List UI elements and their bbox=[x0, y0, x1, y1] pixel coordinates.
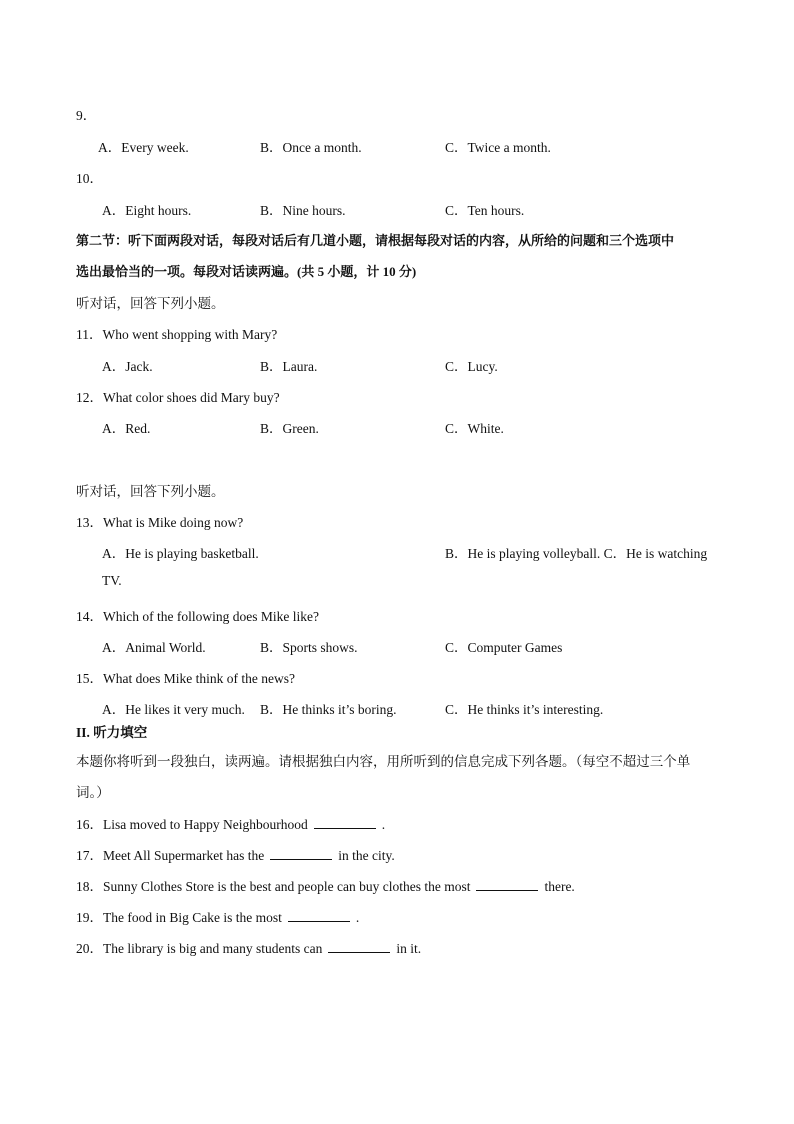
question-12: 12．What color shoes did Mary buy? bbox=[76, 390, 280, 405]
q19-post: . bbox=[355, 910, 360, 925]
q12-option-b: B．Green. bbox=[260, 421, 319, 436]
q14-option-a: A．Animal World. bbox=[102, 640, 206, 655]
answer-blank[interactable] bbox=[476, 878, 538, 891]
q15-option-c: C．He thinks it’s interesting. bbox=[445, 702, 604, 717]
section-2-instruction-line1: 第二节：听下面两段对话，每段对话后有几道小题，请根据每段对话的内容，从所给的问题和三个选项中 bbox=[76, 233, 675, 248]
q9-option-b: B．Once a month. bbox=[260, 140, 362, 155]
question-11: 11．Who went shopping with Mary? bbox=[76, 327, 278, 342]
q13-option-c-continued: TV. bbox=[102, 573, 122, 588]
question-16 bbox=[76, 813, 385, 833]
listen-instruction-2: 听对话，回答下列小题。 bbox=[76, 484, 225, 499]
question-17 bbox=[76, 844, 395, 864]
part-2-title: II. 听力填空 bbox=[76, 725, 148, 740]
q10-option-b: B．Nine hours. bbox=[260, 203, 346, 218]
q20-text: 20．The library is big and many students can bbox=[76, 941, 323, 956]
question-15: 15．What does Mike think of the news? bbox=[76, 671, 295, 686]
question-13: 13．What is Mike doing now? bbox=[76, 515, 244, 530]
q10-option-c: C．Ten hours. bbox=[445, 203, 525, 218]
q18-text: 18．Sunny Clothes Store is the best and people can buy clothes the most bbox=[76, 879, 471, 894]
answer-blank[interactable] bbox=[270, 847, 332, 860]
q13-option-a: A．He is playing basketball. bbox=[102, 546, 259, 561]
question-10-number: 10． bbox=[76, 171, 103, 186]
q11-option-c: C．Lucy. bbox=[445, 359, 498, 374]
q14-option-b: B．Sports shows. bbox=[260, 640, 358, 655]
answer-blank[interactable] bbox=[288, 909, 350, 922]
question-9-number: 9． bbox=[76, 108, 97, 123]
q17-text: 17．Meet All Supermarket has the bbox=[76, 848, 265, 863]
question-18 bbox=[76, 875, 575, 895]
q12-option-c: C．White. bbox=[445, 421, 504, 436]
question-20 bbox=[76, 937, 421, 957]
q16-post: . bbox=[381, 817, 386, 832]
answer-blank[interactable] bbox=[314, 816, 376, 829]
q13-option-bc: B．He is playing volleyball. C．He is watching bbox=[445, 546, 708, 561]
q15-option-a: A．He likes it very much. bbox=[102, 702, 245, 717]
listen-instruction-1: 听对话，回答下列小题。 bbox=[76, 296, 225, 311]
q16-text: 16．Lisa moved to Happy Neighbourhood bbox=[76, 817, 308, 832]
q9-option-a: A．Every week. bbox=[98, 140, 189, 155]
q11-option-b: B．Laura. bbox=[260, 359, 318, 374]
q19-text: 19．The food in Big Cake is the most bbox=[76, 910, 282, 925]
section-2-instruction-line2: 选出最恰当的一项。每段对话读两遍。(共 5 小题，计 10 分) bbox=[76, 264, 417, 279]
q11-option-a: A．Jack. bbox=[102, 359, 153, 374]
part-2-instruction-line2: 词。） bbox=[76, 785, 110, 800]
question-14: 14．Which of the following does Mike like? bbox=[76, 609, 319, 624]
q18-post: there. bbox=[544, 879, 575, 894]
q14-option-c: C．Computer Games bbox=[445, 640, 563, 655]
q9-option-c: C．Twice a month. bbox=[445, 140, 551, 155]
part-2-instruction-line1: 本题你将听到一段独白，读两遍。请根据独白内容，用所听到的信息完成下列各题。（每空不超过三个单 bbox=[76, 754, 691, 769]
q10-option-a: A．Eight hours. bbox=[102, 203, 192, 218]
q15-option-b: B．He thinks it’s boring. bbox=[260, 702, 397, 717]
question-19 bbox=[76, 906, 359, 926]
answer-blank[interactable] bbox=[328, 940, 390, 953]
q17-post: in the city. bbox=[338, 848, 395, 863]
q20-post: in it. bbox=[396, 941, 422, 956]
q12-option-a: A．Red. bbox=[102, 421, 151, 436]
